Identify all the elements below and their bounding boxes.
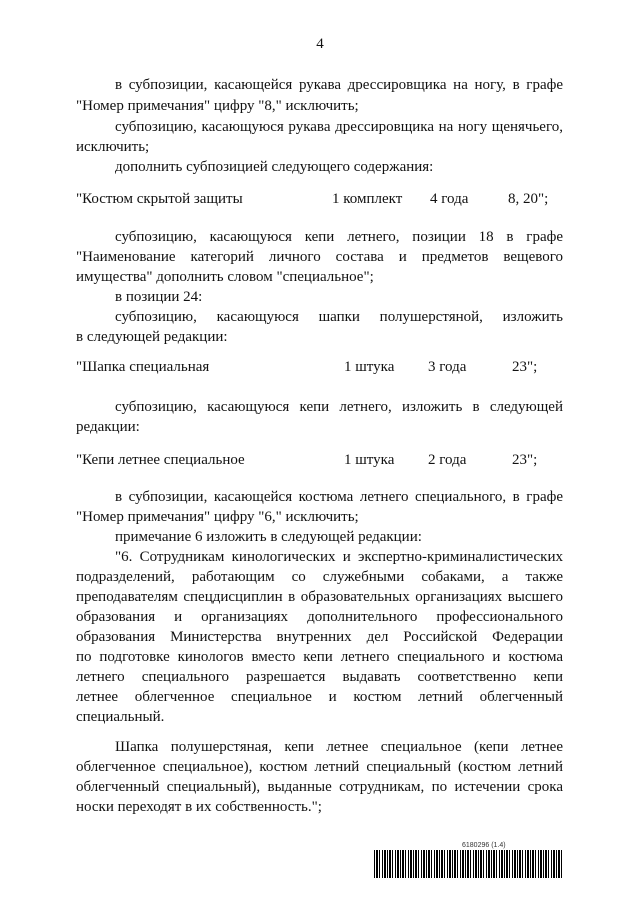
text-line: "Номер примечания" цифру "8," исключить; (76, 98, 359, 114)
text-line: имущества" дополнить словом "специальное"; (76, 269, 374, 285)
text-line: летнее облегченное специальное и костюм летний облегченный (76, 689, 563, 705)
table-cell-quantity: 1 штука (344, 452, 395, 468)
barcode-label: 6180296 (1.4) (462, 842, 506, 849)
text-line: образования и организациях дополнительного профессионального (76, 609, 563, 625)
table-cell-term: 4 года (430, 191, 469, 207)
text-line: облегченное специальное), костюм летний специальный (костюм летний (76, 759, 563, 775)
text-line: субпозицию, касающуюся кепи летнего, позиции 18 в графе (115, 229, 563, 245)
text-line: субпозицию, касающуюся рукава дрессировщика на ногу щенячьего, (115, 119, 563, 135)
table-row (76, 358, 563, 377)
table-cell-name: "Кепи летнее специальное (76, 452, 245, 468)
text-line: по подготовке кинологов вместо кепи летнего специального и костюма (76, 649, 563, 665)
page-number: 4 (316, 36, 324, 52)
text-line: подразделений, работающим со служебными собаками, а также (76, 569, 563, 585)
text-line: субпозицию, касающуюся шапки полушерстяной, изложить (115, 309, 563, 325)
text-line: исключить; (76, 139, 150, 155)
text-line: "Номер примечания" цифру "6," исключить; (76, 509, 359, 525)
barcode (374, 850, 564, 878)
table-cell-term: 2 года (428, 452, 467, 468)
text-line: носки переходят в их собственность."; (76, 799, 322, 815)
table-cell-note: 23"; (512, 452, 538, 468)
text-line: летнего специального разрешается выдавать соответственно кепи (76, 669, 563, 685)
text-line: в субпозиции, касающейся костюма летнего специального, в графе (115, 489, 563, 505)
table-cell-quantity: 1 комплект (332, 191, 403, 207)
table-cell-term: 3 года (428, 359, 467, 375)
text-line: Шапка полушерстяная, кепи летнее специальное (кепи летнее (115, 739, 563, 755)
text-line: "6. Сотрудникам кинологических и экспертно-криминалистических (115, 549, 563, 565)
text-line: в позиции 24: (115, 289, 203, 305)
table-cell-note: 23"; (512, 359, 538, 375)
text-line: в субпозиции, касающейся рукава дрессировщика на ногу, в графе (115, 77, 563, 93)
text-line: примечание 6 изложить в следующей редакции: (115, 529, 422, 545)
text-line: преподавателям спецдисциплин в образовательных организациях высшего (76, 589, 563, 605)
table-row (76, 190, 563, 209)
text-line: "Наименование категорий личного состава и предметов вещевого (76, 249, 563, 265)
table-cell-quantity: 1 штука (344, 359, 395, 375)
table-row (76, 451, 563, 470)
text-line: субпозицию, касающуюся кепи летнего, изложить в следующей (115, 399, 563, 415)
text-line: дополнить субпозицией следующего содержания: (115, 159, 434, 175)
table-cell-note: 8, 20"; (508, 191, 549, 207)
text-line: в следующей редакции: (76, 329, 228, 345)
table-cell-name: "Костюм скрытой защиты (76, 191, 243, 207)
text-line: редакции: (76, 419, 140, 435)
text-line: специальный. (76, 709, 165, 725)
text-line: облегченный специальный), выданные сотрудникам, по истечении срока (76, 779, 563, 795)
text-line: образования Министерства внутренних дел Российской Федерации (76, 629, 563, 645)
table-cell-name: "Шапка специальная (76, 359, 210, 375)
